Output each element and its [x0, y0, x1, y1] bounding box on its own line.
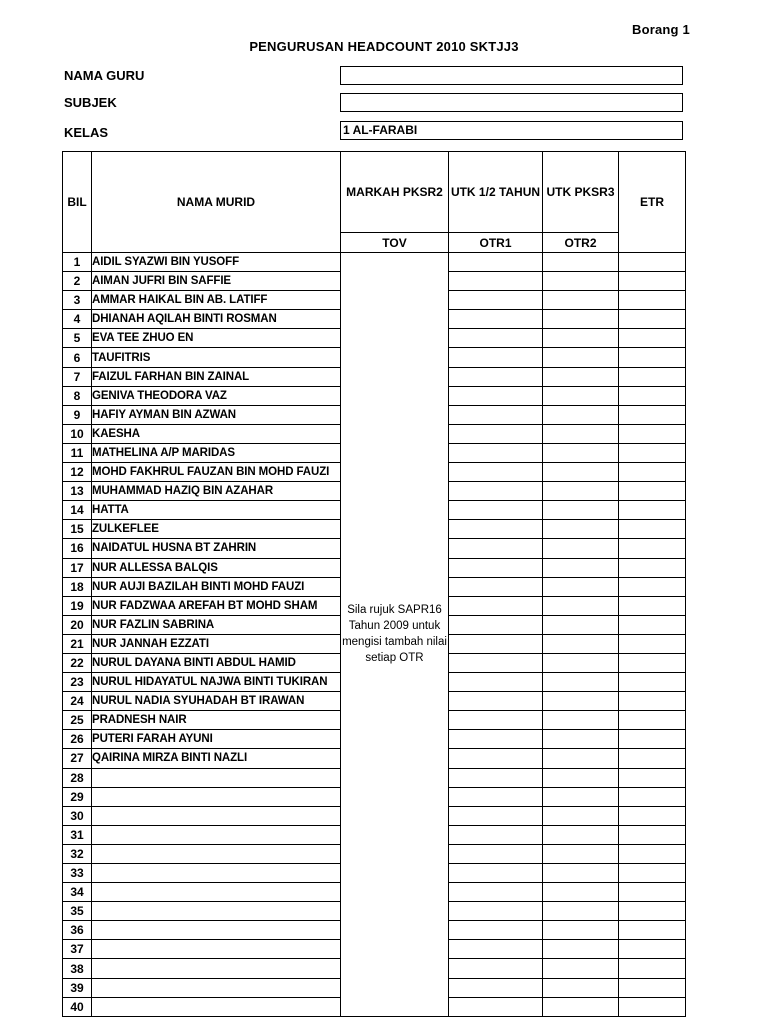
- student-name-cell[interactable]: NAIDATUL HUSNA BT ZAHRIN: [92, 539, 341, 558]
- etr-header: ETR: [619, 152, 686, 253]
- otr2-cell[interactable]: [543, 405, 619, 424]
- otr2-cell[interactable]: [543, 520, 619, 539]
- row-number: 34: [63, 883, 92, 902]
- markah-pksr2-header: MARKAH PKSR2: [341, 152, 449, 233]
- student-name-cell[interactable]: [92, 768, 341, 787]
- tov-note: Sila rujuk SAPR16 Tahun 2009 untuk mengisi tambah nilai setiap OTR: [341, 253, 449, 1017]
- row-number: 23: [63, 673, 92, 692]
- otr1-cell[interactable]: [449, 520, 543, 539]
- otr1-cell[interactable]: [449, 997, 543, 1016]
- otr2-cell[interactable]: [543, 558, 619, 577]
- student-name-cell[interactable]: [92, 787, 341, 806]
- student-name-cell[interactable]: QAIRINA MIRZA BINTI NAZLI: [92, 749, 341, 768]
- etr-cell[interactable]: [619, 463, 686, 482]
- row-number: 11: [63, 443, 92, 462]
- student-name-cell[interactable]: DHIANAH AQILAH BINTI ROSMAN: [92, 310, 341, 329]
- otr1-cell[interactable]: [449, 730, 543, 749]
- otr2-cell[interactable]: [543, 634, 619, 653]
- otr2-cell[interactable]: [543, 329, 619, 348]
- etr-cell[interactable]: [619, 482, 686, 501]
- student-name-cell[interactable]: [92, 844, 341, 863]
- otr1-cell[interactable]: [449, 539, 543, 558]
- otr2-cell[interactable]: [543, 673, 619, 692]
- otr1-cell[interactable]: [449, 864, 543, 883]
- otr2-cell[interactable]: [543, 272, 619, 291]
- otr1-cell[interactable]: [449, 272, 543, 291]
- otr1-cell[interactable]: [449, 424, 543, 443]
- row-number: 5: [63, 329, 92, 348]
- otr2-cell[interactable]: [543, 864, 619, 883]
- otr2-cell[interactable]: [543, 806, 619, 825]
- student-name-cell[interactable]: TAUFITRIS: [92, 348, 341, 367]
- otr2-cell[interactable]: [543, 921, 619, 940]
- student-name-cell[interactable]: [92, 825, 341, 844]
- student-name-cell[interactable]: [92, 883, 341, 902]
- otr2-cell[interactable]: [543, 577, 619, 596]
- otr1-cell[interactable]: [449, 806, 543, 825]
- otr1-cell[interactable]: [449, 386, 543, 405]
- otr2-cell[interactable]: [543, 902, 619, 921]
- otr1-cell[interactable]: [449, 405, 543, 424]
- student-name-cell[interactable]: NURUL HIDAYATUL NAJWA BINTI TUKIRAN: [92, 673, 341, 692]
- row-number: 37: [63, 940, 92, 959]
- otr1-cell[interactable]: [449, 463, 543, 482]
- student-name-cell[interactable]: [92, 806, 341, 825]
- row-number: 19: [63, 596, 92, 615]
- row-number: 24: [63, 692, 92, 711]
- row-number: 30: [63, 806, 92, 825]
- otr1-cell[interactable]: [449, 787, 543, 806]
- otr1-cell[interactable]: [449, 558, 543, 577]
- otr1-cell[interactable]: [449, 711, 543, 730]
- otr2-cell[interactable]: [543, 539, 619, 558]
- student-name-cell[interactable]: [92, 997, 341, 1016]
- etr-cell[interactable]: [619, 921, 686, 940]
- etr-cell[interactable]: [619, 787, 686, 806]
- student-name-cell[interactable]: [92, 959, 341, 978]
- etr-cell[interactable]: [619, 291, 686, 310]
- row-number: 18: [63, 577, 92, 596]
- etr-cell[interactable]: [619, 405, 686, 424]
- row-number: 12: [63, 463, 92, 482]
- etr-cell[interactable]: [619, 539, 686, 558]
- otr1-cell[interactable]: [449, 482, 543, 501]
- otr1-cell[interactable]: [449, 749, 543, 768]
- etr-cell[interactable]: [619, 634, 686, 653]
- etr-cell[interactable]: [619, 386, 686, 405]
- table-row: [63, 253, 686, 272]
- student-name-cell[interactable]: PUTERI FARAH AYUNI: [92, 730, 341, 749]
- otr2-cell[interactable]: [543, 825, 619, 844]
- otr2-header: OTR2: [543, 233, 619, 253]
- otr1-cell[interactable]: [449, 902, 543, 921]
- otr2-cell[interactable]: [543, 653, 619, 672]
- otr1-cell[interactable]: [449, 940, 543, 959]
- otr1-cell[interactable]: [449, 825, 543, 844]
- row-number: 7: [63, 367, 92, 386]
- form-code: Borang 1: [632, 22, 690, 37]
- student-name-cell[interactable]: AIMAN JUFRI BIN SAFFIE: [92, 272, 341, 291]
- otr2-cell[interactable]: [543, 940, 619, 959]
- row-number: 28: [63, 768, 92, 787]
- otr1-cell[interactable]: [449, 615, 543, 634]
- row-number: 9: [63, 405, 92, 424]
- row-number: 22: [63, 653, 92, 672]
- otr1-cell[interactable]: [449, 348, 543, 367]
- etr-cell[interactable]: [619, 806, 686, 825]
- tov-header: TOV: [341, 233, 449, 253]
- otr1-cell[interactable]: [449, 883, 543, 902]
- row-number: 29: [63, 787, 92, 806]
- etr-cell[interactable]: [619, 940, 686, 959]
- otr2-cell[interactable]: [543, 443, 619, 462]
- otr2-cell[interactable]: [543, 253, 619, 272]
- student-name-cell[interactable]: AIDIL SYAZWI BIN YUSOFF: [92, 253, 341, 272]
- subjek-label: SUBJEK: [64, 95, 117, 110]
- etr-cell[interactable]: [619, 978, 686, 997]
- student-name-cell[interactable]: PRADNESH NAIR: [92, 711, 341, 730]
- otr2-cell[interactable]: [543, 768, 619, 787]
- student-name-cell[interactable]: [92, 864, 341, 883]
- otr2-cell[interactable]: [543, 978, 619, 997]
- otr1-cell[interactable]: [449, 501, 543, 520]
- utk-pksr3-header: UTK PKSR3: [543, 152, 619, 233]
- row-number: 33: [63, 864, 92, 883]
- student-name-cell[interactable]: NUR FAZLIN SABRINA: [92, 615, 341, 634]
- student-name-cell[interactable]: MUHAMMAD HAZIQ BIN AZAHAR: [92, 482, 341, 501]
- row-number: 38: [63, 959, 92, 978]
- etr-cell[interactable]: [619, 864, 686, 883]
- etr-cell[interactable]: [619, 253, 686, 272]
- etr-cell[interactable]: [619, 692, 686, 711]
- otr2-cell[interactable]: [543, 291, 619, 310]
- otr1-cell[interactable]: [449, 959, 543, 978]
- row-number: 14: [63, 501, 92, 520]
- student-name-cell[interactable]: [92, 940, 341, 959]
- row-number: 15: [63, 520, 92, 539]
- otr1-cell[interactable]: [449, 596, 543, 615]
- otr2-cell[interactable]: [543, 348, 619, 367]
- student-name-cell[interactable]: [92, 921, 341, 940]
- otr2-cell[interactable]: [543, 386, 619, 405]
- otr1-cell[interactable]: [449, 367, 543, 386]
- row-number: 1: [63, 253, 92, 272]
- row-number: 20: [63, 615, 92, 634]
- row-number: 6: [63, 348, 92, 367]
- etr-cell[interactable]: [619, 673, 686, 692]
- etr-cell[interactable]: [619, 329, 686, 348]
- etr-cell[interactable]: [619, 711, 686, 730]
- student-name-cell[interactable]: NURUL NADIA SYUHADAH BT IRAWAN: [92, 692, 341, 711]
- student-name-cell[interactable]: MOHD FAKHRUL FAUZAN BIN MOHD FAUZI: [92, 463, 341, 482]
- otr1-cell[interactable]: [449, 291, 543, 310]
- etr-cell[interactable]: [619, 902, 686, 921]
- etr-cell[interactable]: [619, 749, 686, 768]
- etr-cell[interactable]: [619, 883, 686, 902]
- otr1-cell[interactable]: [449, 443, 543, 462]
- kelas-field[interactable]: 1 AL-FARABI: [340, 121, 683, 140]
- student-name-cell[interactable]: ZULKEFLEE: [92, 520, 341, 539]
- otr2-cell[interactable]: [543, 997, 619, 1016]
- otr2-cell[interactable]: [543, 730, 619, 749]
- otr1-cell[interactable]: [449, 634, 543, 653]
- etr-cell[interactable]: [619, 558, 686, 577]
- etr-cell[interactable]: [619, 501, 686, 520]
- row-number: 26: [63, 730, 92, 749]
- subjek-field[interactable]: [340, 93, 683, 112]
- otr2-cell[interactable]: [543, 482, 619, 501]
- etr-cell[interactable]: [619, 596, 686, 615]
- otr1-cell[interactable]: [449, 978, 543, 997]
- utk-half-year-header: UTK 1/2 TAHUN: [449, 152, 543, 233]
- row-number: 36: [63, 921, 92, 940]
- otr2-cell[interactable]: [543, 749, 619, 768]
- otr1-cell[interactable]: [449, 329, 543, 348]
- etr-cell[interactable]: [619, 730, 686, 749]
- student-name-cell[interactable]: NUR JANNAH EZZATI: [92, 634, 341, 653]
- row-number: 3: [63, 291, 92, 310]
- otr1-cell[interactable]: [449, 692, 543, 711]
- otr1-cell[interactable]: [449, 768, 543, 787]
- student-name-cell[interactable]: NUR ALLESSA BALQIS: [92, 558, 341, 577]
- otr2-cell[interactable]: [543, 787, 619, 806]
- student-name-cell[interactable]: NUR AUJI BAZILAH BINTI MOHD FAUZI: [92, 577, 341, 596]
- etr-cell[interactable]: [619, 577, 686, 596]
- etr-cell[interactable]: [619, 825, 686, 844]
- row-number: 21: [63, 634, 92, 653]
- etr-cell[interactable]: [619, 997, 686, 1016]
- otr2-cell[interactable]: [543, 501, 619, 520]
- page-title: PENGURUSAN HEADCOUNT 2010 SKTJJ3: [249, 39, 519, 54]
- student-name-cell[interactable]: NURUL DAYANA BINTI ABDUL HAMID: [92, 653, 341, 672]
- otr2-cell[interactable]: [543, 310, 619, 329]
- otr2-cell[interactable]: [543, 424, 619, 443]
- otr2-cell[interactable]: [543, 463, 619, 482]
- etr-cell[interactable]: [619, 424, 686, 443]
- student-name-cell[interactable]: GENIVA THEODORA VAZ: [92, 386, 341, 405]
- otr1-cell[interactable]: [449, 921, 543, 940]
- etr-cell[interactable]: [619, 310, 686, 329]
- otr1-cell[interactable]: [449, 653, 543, 672]
- student-name-cell[interactable]: AMMAR HAIKAL BIN AB. LATIFF: [92, 291, 341, 310]
- row-number: 25: [63, 711, 92, 730]
- etr-cell[interactable]: [619, 653, 686, 672]
- kelas-label: KELAS: [64, 125, 109, 140]
- etr-cell[interactable]: [619, 367, 686, 386]
- otr1-header: OTR1: [449, 233, 543, 253]
- student-name-cell[interactable]: FAIZUL FARHAN BIN ZAINAL: [92, 367, 341, 386]
- row-number: 8: [63, 386, 92, 405]
- otr1-cell[interactable]: [449, 310, 543, 329]
- student-name-cell[interactable]: HAFIY AYMAN BIN AZWAN: [92, 405, 341, 424]
- otr2-cell[interactable]: [543, 692, 619, 711]
- otr2-cell[interactable]: [543, 596, 619, 615]
- etr-cell[interactable]: [619, 844, 686, 863]
- student-name-cell[interactable]: [92, 902, 341, 921]
- otr1-cell[interactable]: [449, 253, 543, 272]
- etr-cell[interactable]: [619, 959, 686, 978]
- nama-guru-label: NAMA GURU: [64, 68, 145, 83]
- row-number: 40: [63, 997, 92, 1016]
- nama-guru-field[interactable]: [340, 66, 683, 85]
- otr2-cell[interactable]: [543, 615, 619, 634]
- row-number: 4: [63, 310, 92, 329]
- etr-cell[interactable]: [619, 520, 686, 539]
- student-name-cell[interactable]: EVA TEE ZHUO EN: [92, 329, 341, 348]
- row-number: 39: [63, 978, 92, 997]
- student-name-cell[interactable]: MATHELINA A/P MARIDAS: [92, 443, 341, 462]
- row-number: 35: [63, 902, 92, 921]
- row-number: 17: [63, 558, 92, 577]
- etr-cell[interactable]: [619, 443, 686, 462]
- student-name-cell[interactable]: KAESHA: [92, 424, 341, 443]
- row-number: 32: [63, 844, 92, 863]
- otr1-cell[interactable]: [449, 673, 543, 692]
- student-name-cell[interactable]: NUR FADZWAA AREFAH BT MOHD SHAM: [92, 596, 341, 615]
- row-number: 16: [63, 539, 92, 558]
- otr1-cell[interactable]: [449, 844, 543, 863]
- student-name-cell[interactable]: [92, 978, 341, 997]
- row-number: 10: [63, 424, 92, 443]
- row-number: 27: [63, 749, 92, 768]
- etr-cell[interactable]: [619, 272, 686, 291]
- student-name-cell[interactable]: HATTA: [92, 501, 341, 520]
- row-number: 2: [63, 272, 92, 291]
- otr1-cell[interactable]: [449, 577, 543, 596]
- otr2-cell[interactable]: [543, 883, 619, 902]
- etr-cell[interactable]: [619, 348, 686, 367]
- nama-murid-header: NAMA MURID: [92, 152, 341, 253]
- student-table: [62, 151, 686, 1017]
- otr2-cell[interactable]: [543, 367, 619, 386]
- row-number: 13: [63, 482, 92, 501]
- etr-cell[interactable]: [619, 768, 686, 787]
- etr-cell[interactable]: [619, 615, 686, 634]
- bil-header: BIL: [63, 152, 92, 253]
- otr2-cell[interactable]: [543, 844, 619, 863]
- otr2-cell[interactable]: [543, 959, 619, 978]
- otr2-cell[interactable]: [543, 711, 619, 730]
- row-number: 31: [63, 825, 92, 844]
